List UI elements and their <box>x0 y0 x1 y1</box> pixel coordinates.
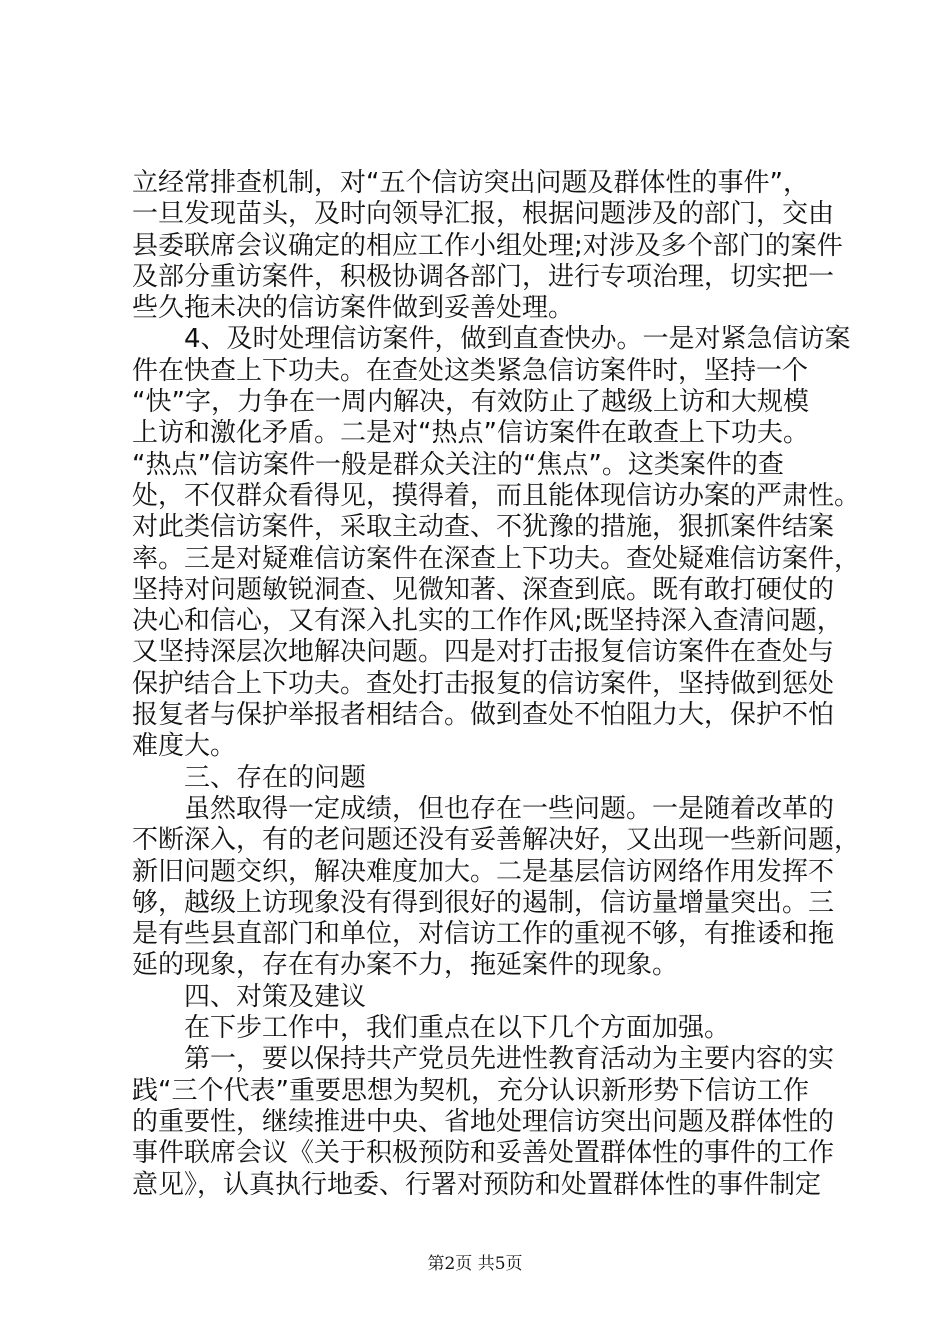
text-line: 的重要性，继续推进中央、省地处理信访突出问题及群体性的 <box>132 1106 835 1137</box>
text-line: 四、对策及建议 <box>184 981 367 1012</box>
text-line: 上访和激化矛盾。二是对“热点”信访案件在敢查上下功夫。 <box>132 418 809 449</box>
text-line: 一旦发现苗头，及时向领导汇报，根据问题涉及的部门，交由 <box>132 199 835 230</box>
text-line: 又坚持深层次地解决问题。四是对打击报复信访案件在查处与 <box>132 637 835 668</box>
text-line: 三、存在的问题 <box>184 762 367 793</box>
text-line: 率。三是对疑难信访案件在深查上下功夫。查处疑难信访案件， <box>132 543 861 574</box>
text-line: 件在快查上下功夫。在查处这类紧急信访案件时，坚持一个 <box>132 355 809 386</box>
text-line: “热点”信访案件一般是群众关注的“焦点”。这类案件的查 <box>132 449 784 480</box>
text-line: 不断深入，有的老问题还没有妥善解决好，又出现一些新问题， <box>132 825 861 856</box>
text-line: 报复者与保护举报者相结合。做到查处不怕阻力大，保护不怕 <box>132 700 835 731</box>
text-line: 够，越级上访现象没有得到很好的遏制，信访量增量突出。三 <box>132 887 835 918</box>
text-line: 难度大。 <box>132 731 237 762</box>
text-line: 对此类信访案件，采取主动查、不犹豫的措施，狠抓案件结案 <box>132 512 835 543</box>
text-line: 在下步工作中，我们重点在以下几个方面加强。 <box>184 1013 731 1044</box>
text-line: 决心和信心，又有深入扎实的工作作风;既坚持深入查清问题， <box>132 606 843 637</box>
text-line: “快”字，力争在一周内解决，有效防止了越级上访和大规模 <box>132 387 809 418</box>
text-line: 第一，要以保持共产党员先进性教育活动为主要内容的实 <box>184 1044 835 1075</box>
text-line: 立经常排查机制，对“五个信访突出问题及群体性的事件”， <box>132 168 809 198</box>
document-body <box>132 168 861 1201</box>
text-line: 事件联席会议《关于积极预防和妥善处置群体性的事件的工作 <box>132 1138 835 1169</box>
text-line: 坚持对问题敏锐洞查、见微知著、深查到底。既有敢打硬仗的 <box>132 574 835 605</box>
text-line: 4、及时处理信访案件，做到直查快办。一是对紧急信访案 <box>184 324 851 355</box>
text-line: 虽然取得一定成绩，但也存在一些问题。一是随着改革的 <box>184 793 835 824</box>
text-line: 意见》，认真执行地委、行署对预防和处置群体性的事件制定 <box>132 1169 822 1200</box>
text-line: 县委联席会议确定的相应工作小组处理;对涉及多个部门的案件 <box>132 230 843 261</box>
text-line: 处，不仅群众看得见，摸得着，而且能体现信访办案的严肃性。 <box>132 480 861 511</box>
text-line: 践“三个代表”重要思想为契机，充分认识新形势下信访工作 <box>132 1075 809 1106</box>
text-line: 新旧问题交织，解决难度加大。二是基层信访网络作用发挥不 <box>132 856 835 887</box>
page-footer: 第2页 共5页 <box>427 1254 523 1274</box>
text-line: 是有些县直部门和单位，对信访工作的重视不够，有推诿和拖 <box>132 919 835 950</box>
text-line: 保护结合上下功夫。查处打击报复的信访案件，坚持做到惩处 <box>132 668 835 699</box>
text-line: 延的现象，存在有办案不力，拖延案件的现象。 <box>132 950 679 981</box>
text-line: 及部分重访案件，积极协调各部门，进行专项治理，切实把一 <box>132 261 835 292</box>
text-line: 些久拖未决的信访案件做到妥善处理。 <box>132 293 575 324</box>
